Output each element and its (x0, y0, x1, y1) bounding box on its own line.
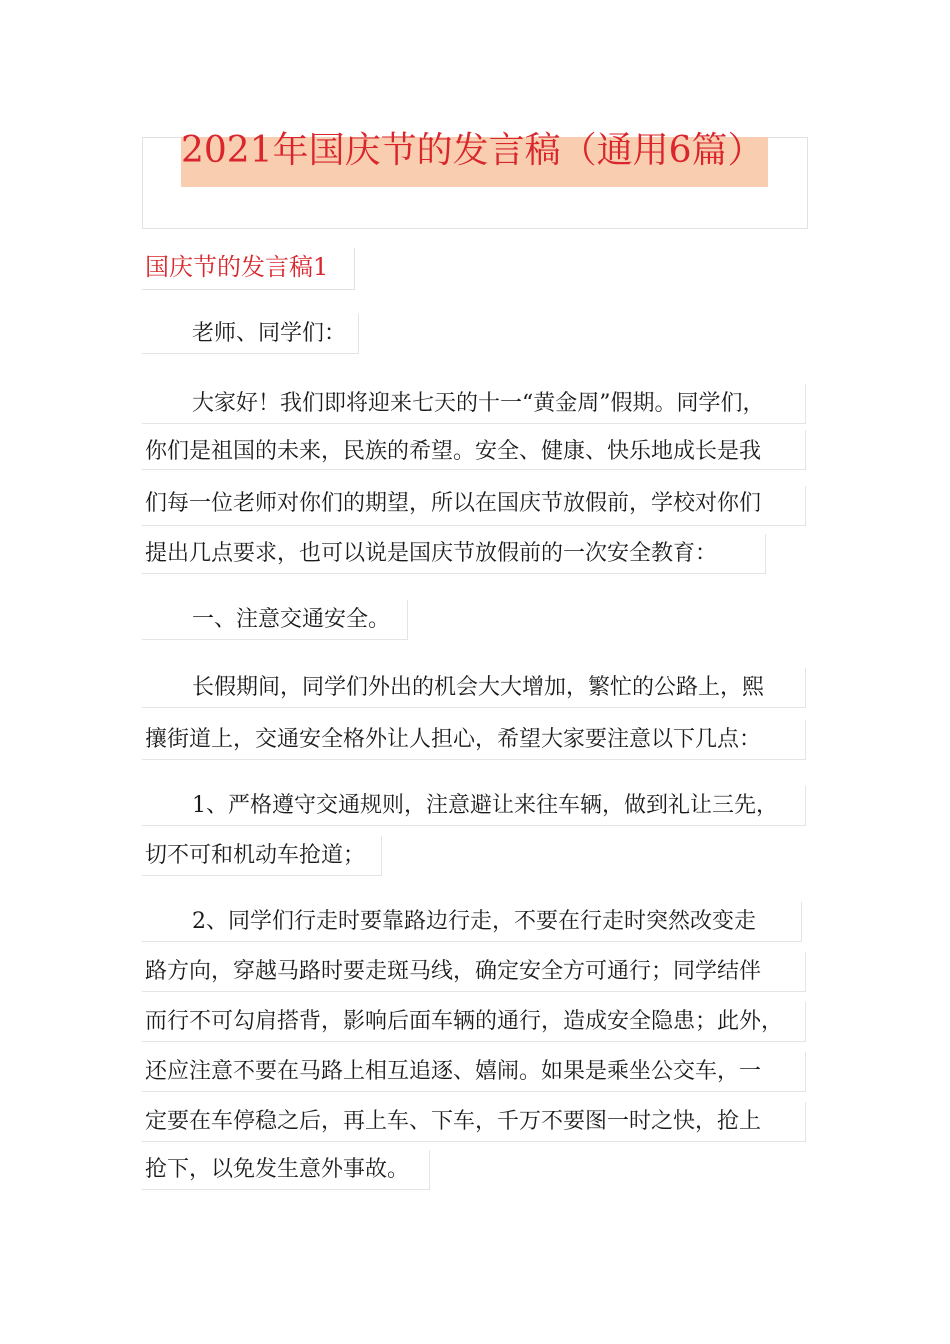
list-item-line: 定要在车停稳之后，再上车、下车，千万不要图一时之快，抢上 (145, 1109, 762, 1134)
list-item-line: 2、同学们行走时要靠路边行走，不要在行走时突然改变走 (192, 909, 756, 934)
paragraph-line: 大家好！我们即将迎来七天的十一“黄金周”假期。同学们， (192, 391, 765, 416)
section-heading: 国庆节的发言稿1 (145, 253, 329, 281)
paragraph-line: 长假期间，同学们外出的机会大大增加，繁忙的公路上，熙 (192, 675, 765, 700)
paragraph-line: 你们是祖国的未来，民族的希望。安全、健康、快乐地成长是我 (145, 439, 762, 464)
salutation: 老师、同学们： (192, 321, 347, 346)
list-item-line: 路方向，穿越马路时要走斑马线，确定安全方可通行；同学结伴 (145, 959, 762, 984)
paragraph-line: 们每一位老师对你们的期望，所以在国庆节放假前，学校对你们 (145, 491, 762, 516)
subheading: 一、注意交通安全。 (192, 607, 391, 632)
list-item-line: 还应注意不要在马路上相互追逐、嬉闹。如果是乘坐公交车，一 (145, 1059, 762, 1084)
document-title: 2021年国庆节的发言稿（通用6篇） (181, 130, 764, 171)
list-item-line: 1、严格遵守交通规则，注意避让来往车辆，做到礼让三先， (192, 793, 778, 818)
list-item-line: 切不可和机动车抢道； (145, 843, 366, 868)
list-item-line: 而行不可勾肩搭背，影响后面车辆的通行，造成安全隐患；此外， (145, 1009, 784, 1034)
list-item-line: 抢下，以免发生意外事故。 (145, 1157, 410, 1182)
paragraph-line: 提出几点要求，也可以说是国庆节放假前的一次安全教育： (145, 541, 718, 566)
paragraph-line: 攘街道上，交通安全格外让人担心，希望大家要注意以下几点： (145, 727, 762, 752)
